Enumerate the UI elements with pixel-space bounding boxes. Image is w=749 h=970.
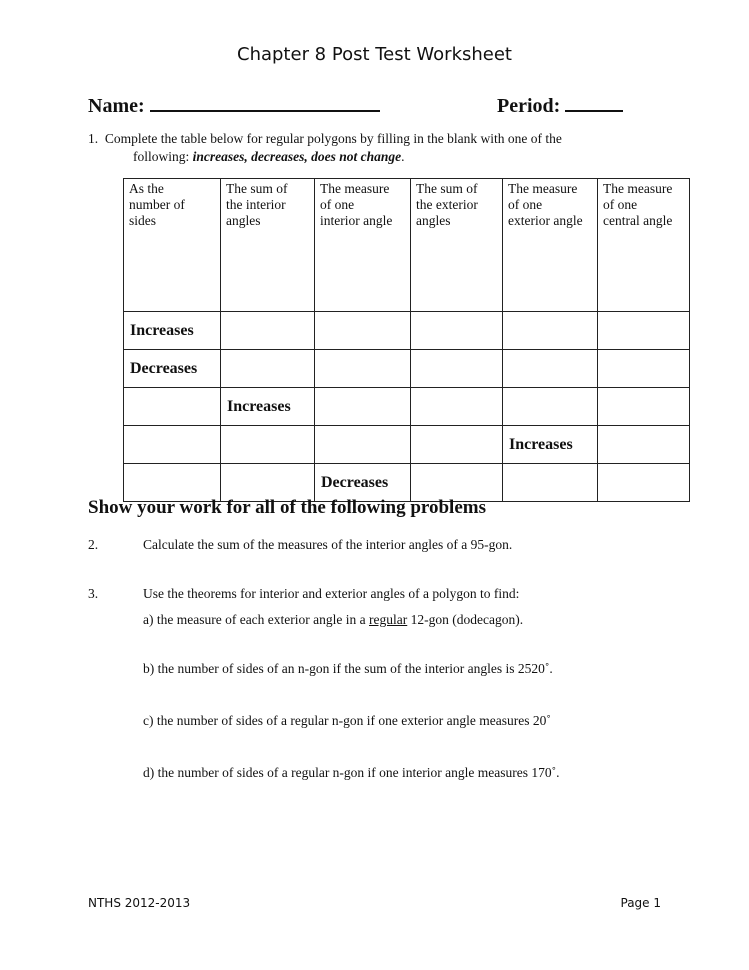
answer-cell[interactable] xyxy=(411,464,503,502)
table-cell: Decreases xyxy=(315,464,411,502)
footer-page-number: Page 1 xyxy=(620,896,661,910)
answer-cell[interactable] xyxy=(124,464,221,502)
header-text: the interior xyxy=(226,197,286,212)
header-text: The sum of xyxy=(226,181,288,196)
header-cell xyxy=(411,179,503,312)
question-1-options: increases, decreases, does not change xyxy=(192,149,402,164)
answer-cell[interactable] xyxy=(221,464,315,502)
question-2-number: 2. xyxy=(88,537,99,552)
answer-cell[interactable] xyxy=(411,350,503,388)
table-row xyxy=(124,426,690,464)
table-cell: Increases xyxy=(503,426,598,464)
table-row xyxy=(124,464,690,502)
question-2-text: Calculate the sum of the measures of the interior angles of a 95-gon. xyxy=(143,537,513,552)
answer-cell[interactable] xyxy=(221,426,315,464)
table-row xyxy=(124,312,690,350)
answer-cell[interactable] xyxy=(124,388,221,426)
question-3a xyxy=(143,612,523,628)
answer-cell[interactable] xyxy=(598,464,690,502)
question-3a-underlined: regular xyxy=(369,612,408,627)
question-3b: b) the number of sides of an n-gon if the sum of the interior angles is 2520˚. xyxy=(143,661,553,676)
question-3d: d) the number of sides of a regular n-gon if one interior angle measures 170˚. xyxy=(143,765,560,780)
question-3c: c) the number of sides of a regular n-gon if one exterior angle measures 20˚ xyxy=(143,713,551,728)
answer-cell[interactable] xyxy=(315,388,411,426)
answer-cell[interactable] xyxy=(503,388,598,426)
header-cell xyxy=(221,179,315,312)
header-text: As the xyxy=(129,181,164,196)
question-1-line2-suffix: . xyxy=(401,149,405,164)
header-cell xyxy=(315,179,411,312)
name-line xyxy=(88,90,380,118)
header-text: of one xyxy=(320,197,355,212)
header-cell xyxy=(503,179,598,312)
header-text: angles xyxy=(226,213,261,228)
table-cell: Decreases xyxy=(124,350,221,388)
answer-cell[interactable] xyxy=(598,312,690,350)
answer-cell[interactable] xyxy=(598,426,690,464)
period-label: Period: xyxy=(497,95,561,117)
header-text: exterior angle xyxy=(508,213,583,228)
header-cell xyxy=(124,179,221,312)
name-label: Name: xyxy=(88,95,145,117)
question-1-line2 xyxy=(88,148,688,166)
answer-cell[interactable] xyxy=(503,464,598,502)
answer-cell[interactable] xyxy=(598,388,690,426)
question-1-number: 1. xyxy=(88,131,99,146)
header-text: The measure xyxy=(508,181,578,196)
answer-cell[interactable] xyxy=(598,350,690,388)
header-text: angles xyxy=(416,213,451,228)
header-text: The measure xyxy=(603,181,673,196)
header-text: number of xyxy=(129,197,185,212)
polygon-table xyxy=(123,178,690,502)
answer-cell[interactable] xyxy=(411,388,503,426)
question-3a-suffix: 12-gon (dodecagon). xyxy=(407,612,524,627)
table-row xyxy=(124,350,690,388)
question-1-line1: Complete the table below for regular polygons by filling in the blank with one of the xyxy=(104,131,562,146)
section-heading: Show your work for all of the following problems xyxy=(88,497,486,518)
table-cell: Increases xyxy=(124,312,221,350)
name-blank[interactable] xyxy=(150,90,380,112)
answer-cell[interactable] xyxy=(315,350,411,388)
answer-cell[interactable] xyxy=(315,312,411,350)
answer-cell[interactable] xyxy=(221,350,315,388)
table-header-row xyxy=(124,179,690,312)
question-3a-prefix: a) the measure of each exterior angle in a xyxy=(143,612,370,627)
question-3-text: Use the theorems for interior and exterior angles of a polygon to find: xyxy=(143,586,520,601)
page-title: Chapter 8 Post Test Worksheet xyxy=(237,44,512,65)
answer-cell[interactable] xyxy=(221,312,315,350)
question-1-line2-prefix: following: xyxy=(133,149,193,164)
answer-cell[interactable] xyxy=(503,350,598,388)
table-row xyxy=(124,388,690,426)
answer-cell[interactable] xyxy=(411,426,503,464)
header-text: of one xyxy=(603,197,638,212)
header-cell xyxy=(598,179,690,312)
answer-cell[interactable] xyxy=(411,312,503,350)
header-text: the exterior xyxy=(416,197,478,212)
header-text: sides xyxy=(129,213,156,228)
header-text: of one xyxy=(508,197,543,212)
footer-left: NTHS 2012-2013 xyxy=(88,896,191,910)
answer-cell[interactable] xyxy=(503,312,598,350)
answer-cell[interactable] xyxy=(315,426,411,464)
table-cell: Increases xyxy=(221,388,315,426)
question-3-number: 3. xyxy=(88,586,99,601)
header-text: The measure xyxy=(320,181,390,196)
header-text: interior angle xyxy=(320,213,393,228)
period-line xyxy=(497,90,623,118)
question-1 xyxy=(88,130,688,166)
period-blank[interactable] xyxy=(565,90,623,112)
header-text: central angle xyxy=(603,213,673,228)
answer-cell[interactable] xyxy=(124,426,221,464)
header-text: The sum of xyxy=(416,181,478,196)
